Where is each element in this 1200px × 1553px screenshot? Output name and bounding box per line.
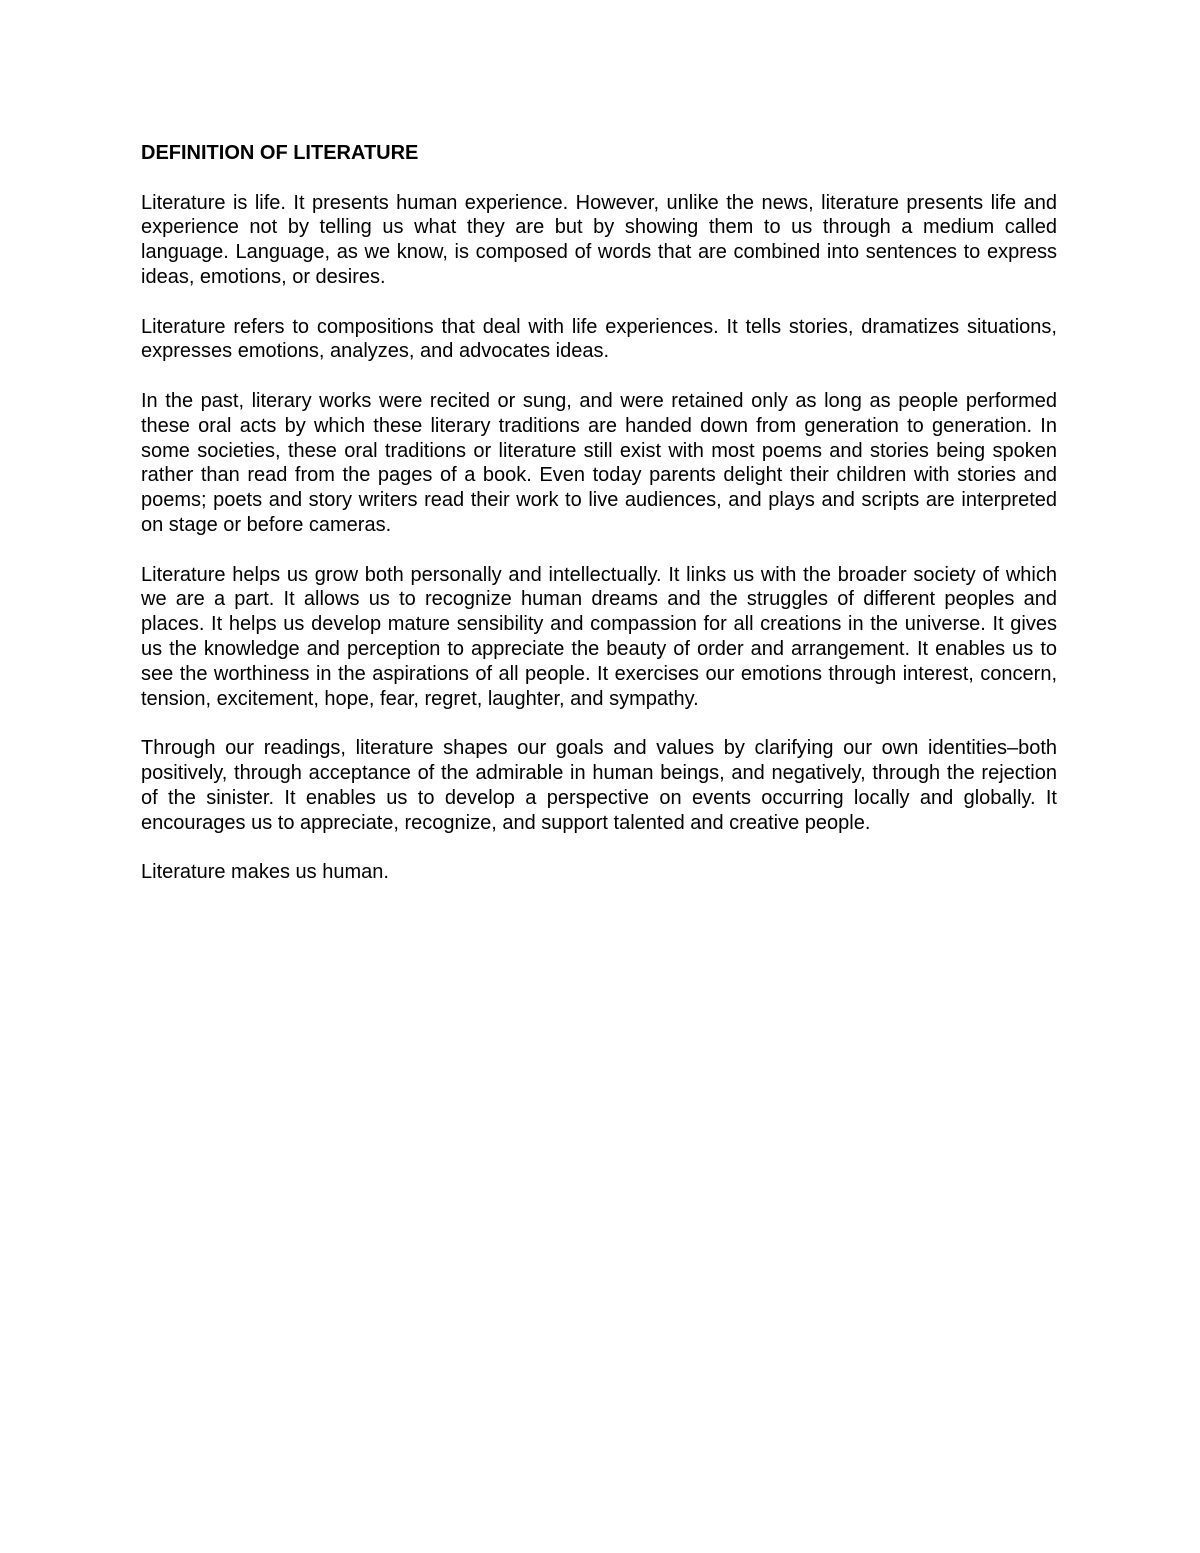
paragraph-oral-tradition: In the past, literary works were recited or sung, and were retained only as long as people performed these oral acts by which these literary traditions are handed down from generation to generation. In some societies, these oral traditions or literature still exist with most poems and stories being spoken rather than read from the pages of a book. Even today parents delight their children with stories and poems; poets and story writers read their work to live audiences, and plays and scripts are interpreted on stage or before cameras.: [141, 389, 1057, 536]
paragraph-personal-growth: Literature helps us grow both personally and intellectually. It links us with the broader society of which we are a part. It allows us to recognize human dreams and the struggles of different peoples and places. It helps us develop mature sensibility and compassion for all creations in the universe. It gives us the knowledge and perception to appreciate the beauty of order and arrangement. It enables us to see the worthiness in the aspirations of all people. It exercises our emotions through interest, concern, tension, excitement, hope, fear, regret, laughter, and sympathy.: [141, 563, 1057, 710]
paragraph-goals-values: Through our readings, literature shapes our goals and values by clarifying our own identities–both positively, through acceptance of the admirable in human beings, and negatively, through the rejection of the sinister. It enables us to develop a perspective on events occurring locally and globally. It encourages us to appreciate, recognize, and support talented and creative people.: [141, 737, 1057, 834]
document-title: DEFINITION OF LITERATURE: [141, 142, 419, 164]
paragraph-compositions: Literature refers to compositions that deal with life experiences. It tells stories, dramatizes situations, expresses emotions, analyzes, and advocates ideas.: [141, 315, 1057, 363]
paragraph-definition: Literature is life. It presents human experience. However, unlike the news, literature presents life and experience not by telling us what they are but by showing them to us through a medium called language. Language, as we know, is composed of words that are combined into sentences to express ideas, emotions, or desires.: [141, 191, 1057, 288]
paragraph-conclusion: Literature makes us human.: [141, 861, 389, 884]
document-body: [141, 141, 1057, 910]
